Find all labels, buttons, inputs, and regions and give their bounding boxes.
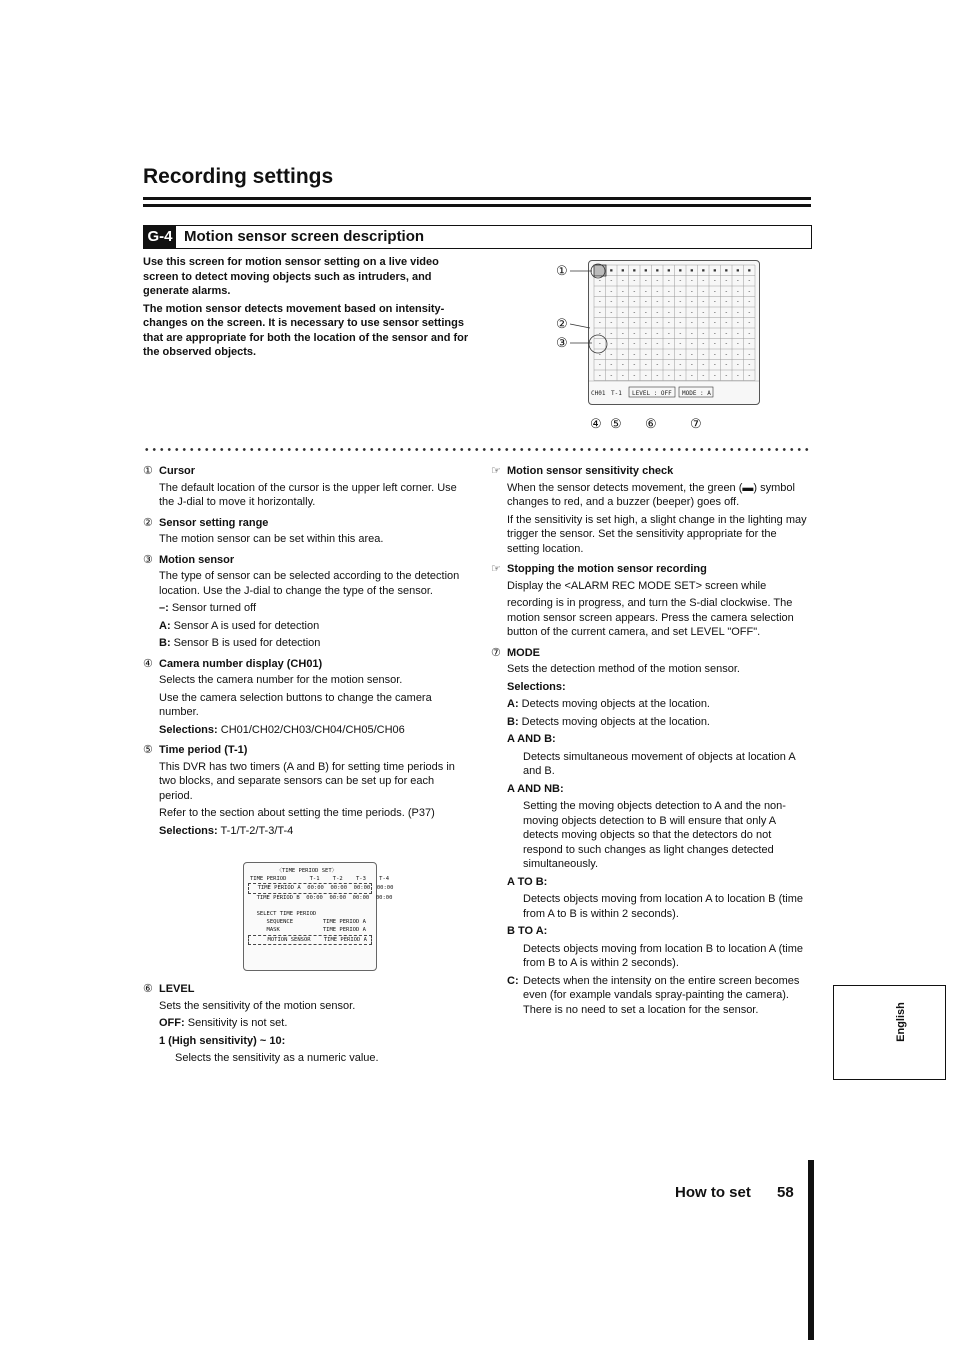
svg-text:-: - [724, 288, 729, 295]
svg-text:-: - [747, 330, 752, 337]
svg-text:-: - [690, 309, 694, 316]
status-mode: MODE : A [682, 390, 711, 397]
svg-text:-: - [724, 372, 729, 379]
svg-text:-: - [655, 351, 660, 358]
level-off: OFF: Sensitivity is not set. [159, 1017, 288, 1029]
item-sensor-body: The type of sensor can be selected according to the detection location. Use the J-dial to change the type of the sensor. [159, 570, 460, 597]
svg-text:▪: ▪ [655, 267, 660, 274]
svg-text:-: - [747, 319, 752, 327]
svg-text:▪: ▪ [713, 267, 717, 274]
item-level-body: Sets the sensitivity of the motion sensor. [159, 999, 356, 1012]
callout-4: ④ [590, 416, 602, 431]
mode-atob-label: A TO B: [507, 875, 548, 888]
svg-text:-: - [736, 351, 740, 358]
svg-text:-: - [690, 330, 694, 337]
item-sensor-heading: ③ Motion sensor [143, 553, 235, 566]
title-rule-top [143, 197, 811, 200]
svg-text:-: - [690, 277, 694, 285]
item-time-body-2: Refer to the section about setting the time periods. (P37) [159, 807, 435, 819]
item-time-heading: ⑤ Time period (T-1) [143, 744, 248, 756]
item-camera-heading: ④ Camera number display (CH01) [143, 657, 323, 670]
page-number: 58 [777, 1184, 794, 1201]
mode-selections: Selections: [507, 680, 566, 693]
svg-text:▪: ▪ [690, 267, 694, 274]
svg-text:-: - [701, 351, 706, 358]
svg-text:-: - [667, 319, 671, 327]
svg-text:-: - [724, 340, 729, 348]
svg-text:-: - [713, 309, 717, 316]
svg-text:-: - [632, 277, 637, 285]
callout-7: ⑦ [690, 416, 702, 431]
svg-text:-: - [713, 277, 717, 285]
svg-text:-: - [667, 277, 671, 285]
svg-text:-: - [655, 319, 660, 327]
svg-text:-: - [632, 288, 637, 295]
tp-line-1: 〈TIME PERIOD SET〉 [250, 868, 338, 874]
svg-text:-: - [690, 361, 694, 369]
mode-btoa-desc: Detects objects moving from location B to location A (time from B to A is within 2 seconds). [523, 942, 804, 969]
item-range-body: The motion sensor can be set within this area. [159, 533, 384, 545]
svg-text:-: - [678, 277, 683, 285]
svg-text:-: - [747, 351, 752, 358]
svg-text:-: - [621, 340, 625, 348]
svg-text:-: - [747, 277, 752, 285]
svg-text:-: - [598, 298, 602, 306]
section-divider [143, 448, 811, 451]
svg-text:-: - [736, 277, 740, 285]
svg-text:-: - [690, 340, 694, 348]
svg-text:▪: ▪ [747, 267, 752, 274]
item-camera-body-1: Selects the camera number for the motion sensor. [159, 674, 403, 686]
svg-text:-: - [598, 330, 602, 337]
svg-text:-: - [644, 340, 648, 348]
level-range-label: 1 (High sensitivity) ~ 10: [159, 1034, 286, 1047]
svg-text:-: - [632, 340, 637, 348]
sensor-grid [589, 261, 759, 404]
svg-text:-: - [713, 330, 717, 337]
callout-5: ⑤ [610, 416, 622, 431]
mode-ab-desc: Detects simultaneous movement of objects at location A and B. [523, 750, 796, 777]
status-ch: CH01 [591, 390, 606, 397]
svg-text:-: - [701, 309, 706, 316]
svg-text:-: - [609, 351, 614, 358]
svg-text:-: - [609, 330, 614, 337]
svg-text:-: - [701, 298, 706, 306]
left-column-level [143, 976, 463, 1069]
svg-text:-: - [609, 319, 614, 327]
svg-text:-: - [644, 298, 648, 306]
svg-text:-: - [632, 351, 637, 358]
svg-text:-: - [598, 361, 602, 369]
tp-line-8: MASK TIME PERIOD A [250, 927, 366, 934]
svg-text:-: - [713, 372, 717, 379]
svg-text:▪: ▪ [621, 267, 625, 274]
svg-text:-: - [609, 288, 614, 295]
item-camera-selections: Selections: CH01/CH02/CH03/CH04/CH05/CH06 [159, 723, 405, 736]
svg-text:▪: ▪ [701, 267, 706, 274]
svg-text:▪: ▪ [632, 267, 637, 274]
svg-text:-: - [609, 361, 614, 369]
mode-ab-label: A AND B: [507, 733, 556, 745]
svg-text:-: - [621, 288, 625, 295]
svg-text:-: - [632, 298, 637, 306]
svg-text:-: - [678, 288, 683, 295]
svg-text:-: - [747, 372, 752, 379]
tp-line-7: SEQUENCE TIME PERIOD A [250, 919, 366, 926]
tp-line-6: SELECT TIME PERIOD [250, 911, 317, 918]
svg-text:▪: ▪ [736, 267, 740, 274]
intro-text [143, 255, 473, 363]
item-cursor-heading: ① Cursor [143, 465, 196, 477]
svg-text:-: - [644, 319, 648, 327]
page-title: Recording settings [143, 165, 334, 188]
svg-text:-: - [667, 372, 671, 379]
mode-body: Sets the detection method of the motion sensor. [507, 663, 740, 675]
svg-text:-: - [667, 351, 671, 358]
footer-label: How to set [675, 1184, 751, 1201]
section-title: Motion sensor screen description [184, 228, 425, 245]
svg-text:-: - [598, 340, 602, 348]
svg-text:-: - [701, 340, 706, 348]
status-t: T-1 [611, 390, 622, 397]
stop-body-1: Display the <ALARM REC MODE SET> screen while [507, 579, 767, 592]
callout-leaders [560, 260, 600, 360]
status-level: LEVEL : OFF [632, 390, 672, 397]
right-column [491, 458, 811, 1017]
svg-text:-: - [667, 340, 671, 348]
svg-text:-: - [701, 319, 706, 327]
svg-text:-: - [598, 319, 602, 327]
svg-text:-: - [724, 309, 729, 316]
svg-text:-: - [678, 309, 683, 316]
svg-text:-: - [644, 372, 648, 379]
svg-text:-: - [598, 288, 602, 295]
stop-body-2: recording is in progress, and turn the S-dial clockwise. The motion sensor screen appears. Press the camera selection button of the current camera, and set LEVEL "OFF". [507, 597, 794, 638]
svg-text:-: - [667, 309, 671, 316]
svg-text:-: - [609, 298, 614, 306]
svg-text:-: - [667, 330, 671, 337]
svg-text:-: - [690, 351, 694, 358]
callout-3: ③ [556, 335, 568, 350]
tp-line-5 [244, 902, 376, 910]
svg-text:-: - [678, 340, 683, 348]
svg-text:-: - [621, 330, 625, 337]
svg-text:-: - [713, 351, 717, 358]
svg-text:-: - [701, 288, 706, 295]
svg-text:-: - [632, 361, 637, 369]
language-label: English [895, 1002, 907, 1042]
mode-btoa-label: B TO A: [507, 925, 548, 937]
svg-text:-: - [701, 372, 706, 379]
svg-text:-: - [632, 330, 637, 337]
svg-text:-: - [621, 361, 625, 369]
mode-anb-desc: Setting the moving objects detection to A and the non-moving objects detection to B will ensure that only A detects moving objects so that the detectors do not respond to such changes as light changes detected simultaneously. [523, 800, 786, 870]
svg-text:▪: ▪ [724, 267, 729, 274]
svg-text:-: - [747, 298, 752, 306]
mode-heading: ⑦ MODE [491, 646, 540, 659]
svg-text:-: - [724, 277, 729, 285]
svg-text:-: - [678, 372, 683, 379]
mode-b: B: Detects moving objects at the location. [507, 715, 710, 728]
svg-text:-: - [667, 361, 671, 369]
svg-text:-: - [621, 309, 625, 316]
check-body-2: If the sensitivity is set high, a slight change in the lighting may trigger the sensor. Set the sensitivity appropriate for the setting location. [507, 513, 807, 555]
svg-text:-: - [609, 277, 614, 285]
svg-text:-: - [713, 298, 717, 306]
svg-text:-: - [621, 298, 625, 306]
svg-text:-: - [690, 372, 694, 379]
svg-text:-: - [678, 319, 683, 327]
svg-text:-: - [621, 319, 625, 327]
check-heading: ☞ Motion sensor sensitivity check [491, 465, 674, 477]
svg-text:▪: ▪ [667, 267, 671, 274]
item-camera-body-2: Use the camera selection buttons to change the camera number. [159, 691, 432, 718]
tp-line-3: TIME PERIOD A 00:00 00:00 00:00 00:00 [248, 883, 372, 893]
svg-text:-: - [644, 277, 648, 285]
check-body-1: When the sensor detects movement, the green (▬) symbol changes to red, and a buzzer (beeper) goes off. [507, 481, 795, 508]
svg-text:▪: ▪ [644, 267, 648, 274]
green-symbol-icon: ▬ [742, 481, 754, 494]
section-tag: G-4 [144, 226, 176, 248]
svg-text:-: - [713, 361, 717, 369]
item-range-heading: ② Sensor setting range [143, 516, 269, 529]
svg-text:-: - [736, 288, 740, 295]
section-header [143, 225, 812, 249]
svg-text:-: - [621, 277, 625, 285]
page-edge-bar [808, 1160, 814, 1340]
tp-line-4: TIME PERIOD B 00:00 00:00 00:00 00:00 [250, 894, 393, 901]
svg-text:-: - [747, 309, 752, 316]
svg-text:-: - [644, 309, 648, 316]
level-range-desc: Selects the sensitivity as a numeric value. [175, 1052, 379, 1064]
item-time-selections: Selections: T-1/T-2/T-3/T-4 [159, 824, 294, 837]
svg-text:-: - [655, 330, 660, 337]
item-level-heading: ⑥ LEVEL [143, 983, 195, 995]
stop-heading: ☞ Stopping the motion sensor recording [491, 563, 707, 575]
svg-text:-: - [655, 340, 660, 348]
svg-text:-: - [736, 330, 740, 337]
svg-text:-: - [678, 330, 683, 337]
svg-text:-: - [701, 361, 706, 369]
mode-atob-desc: Detects objects moving from location A to location B (time from A to B is within 2 seconds). [523, 893, 804, 920]
svg-text:▪: ▪ [678, 267, 683, 274]
svg-text:-: - [655, 298, 660, 306]
svg-text:-: - [736, 340, 740, 348]
svg-text:-: - [632, 309, 637, 316]
sensor-option-a: A: Sensor A is used for detection [159, 619, 320, 632]
svg-text:-: - [724, 361, 729, 369]
callout-2: ② [556, 316, 568, 331]
svg-text:-: - [621, 372, 625, 379]
callout-1: ① [556, 263, 568, 278]
svg-text:-: - [701, 277, 706, 285]
tp-line-2: TIME PERIOD T-1 T-2 T-3 T-4 [250, 876, 390, 883]
svg-text:-: - [644, 361, 648, 369]
svg-text:-: - [678, 351, 683, 358]
intro-paragraph-1: Use this screen for motion sensor setting on a live video screen to detect moving objects such as intruders, and generate alarms. [143, 256, 439, 297]
svg-text:-: - [724, 298, 729, 306]
svg-text:-: - [632, 319, 637, 327]
svg-text:-: - [667, 288, 671, 295]
svg-text:-: - [598, 351, 602, 358]
svg-text:-: - [655, 372, 660, 379]
tp-line-9: MOTION SENSOR TIME PERIOD A [248, 935, 372, 945]
svg-text:-: - [724, 351, 729, 358]
intro-paragraph-2: The motion sensor detects movement based on intensity-changes on the screen. It is necessary to use sensor settings that are appropriate for both the location of the sensor and for the observed objects. [143, 302, 469, 358]
svg-text:-: - [747, 340, 752, 348]
callout-6: ⑥ [645, 416, 657, 431]
svg-text:-: - [736, 319, 740, 327]
svg-text:-: - [747, 361, 752, 369]
svg-text:-: - [701, 330, 706, 337]
svg-text:-: - [598, 277, 602, 285]
svg-text:-: - [736, 372, 740, 379]
svg-text:-: - [713, 288, 717, 295]
svg-text:-: - [655, 288, 660, 295]
motion-sensor-screen [588, 260, 760, 405]
item-cursor-body: The default location of the cursor is the upper left corner. Use the J-dial to move it horizontally. [159, 481, 457, 508]
svg-text:-: - [655, 277, 660, 285]
svg-text:-: - [690, 319, 694, 327]
svg-text:-: - [690, 288, 694, 295]
svg-text:-: - [644, 288, 648, 295]
mode-c: C: Detects when the intensity on the entire screen becomes even (for example vandals spray-painting the camera). There is no need to set a location for the sensor. [507, 974, 800, 1016]
mode-anb-label: A AND NB: [507, 782, 564, 795]
svg-text:-: - [736, 298, 740, 306]
svg-text:-: - [655, 309, 660, 316]
svg-text:-: - [667, 298, 671, 306]
svg-text:-: - [747, 288, 752, 295]
footer [675, 1184, 794, 1201]
svg-text:-: - [713, 340, 717, 348]
svg-text:-: - [655, 361, 660, 369]
svg-text:-: - [678, 298, 683, 306]
svg-text:-: - [644, 330, 648, 337]
sensor-option-b: B: Sensor B is used for detection [159, 637, 321, 649]
svg-text:-: - [713, 319, 717, 327]
item-time-body-1: This DVR has two timers (A and B) for setting time periods in two blocks, and separate sensors can be set up for each period. [159, 760, 455, 802]
language-tab [833, 985, 946, 1080]
svg-text:-: - [736, 309, 740, 316]
svg-text:-: - [598, 372, 602, 379]
svg-text:-: - [724, 330, 729, 337]
svg-text:-: - [724, 319, 729, 327]
svg-text:-: - [678, 361, 683, 369]
title-rule-bottom [143, 204, 811, 207]
svg-text:-: - [632, 372, 637, 379]
left-column [143, 458, 463, 841]
sensor-option-off: –: Sensor turned off [159, 602, 257, 614]
svg-text:-: - [621, 351, 625, 358]
svg-text:-: - [609, 309, 614, 316]
svg-text:-: - [609, 372, 614, 379]
svg-text:▪: ▪ [609, 267, 614, 274]
svg-text:-: - [736, 361, 740, 369]
svg-text:-: - [690, 298, 694, 306]
mode-a: A: Detects moving objects at the location. [507, 698, 710, 710]
svg-text:-: - [609, 340, 614, 348]
svg-text:-: - [644, 351, 648, 358]
time-period-screen [243, 862, 394, 971]
svg-text:-: - [598, 309, 602, 316]
